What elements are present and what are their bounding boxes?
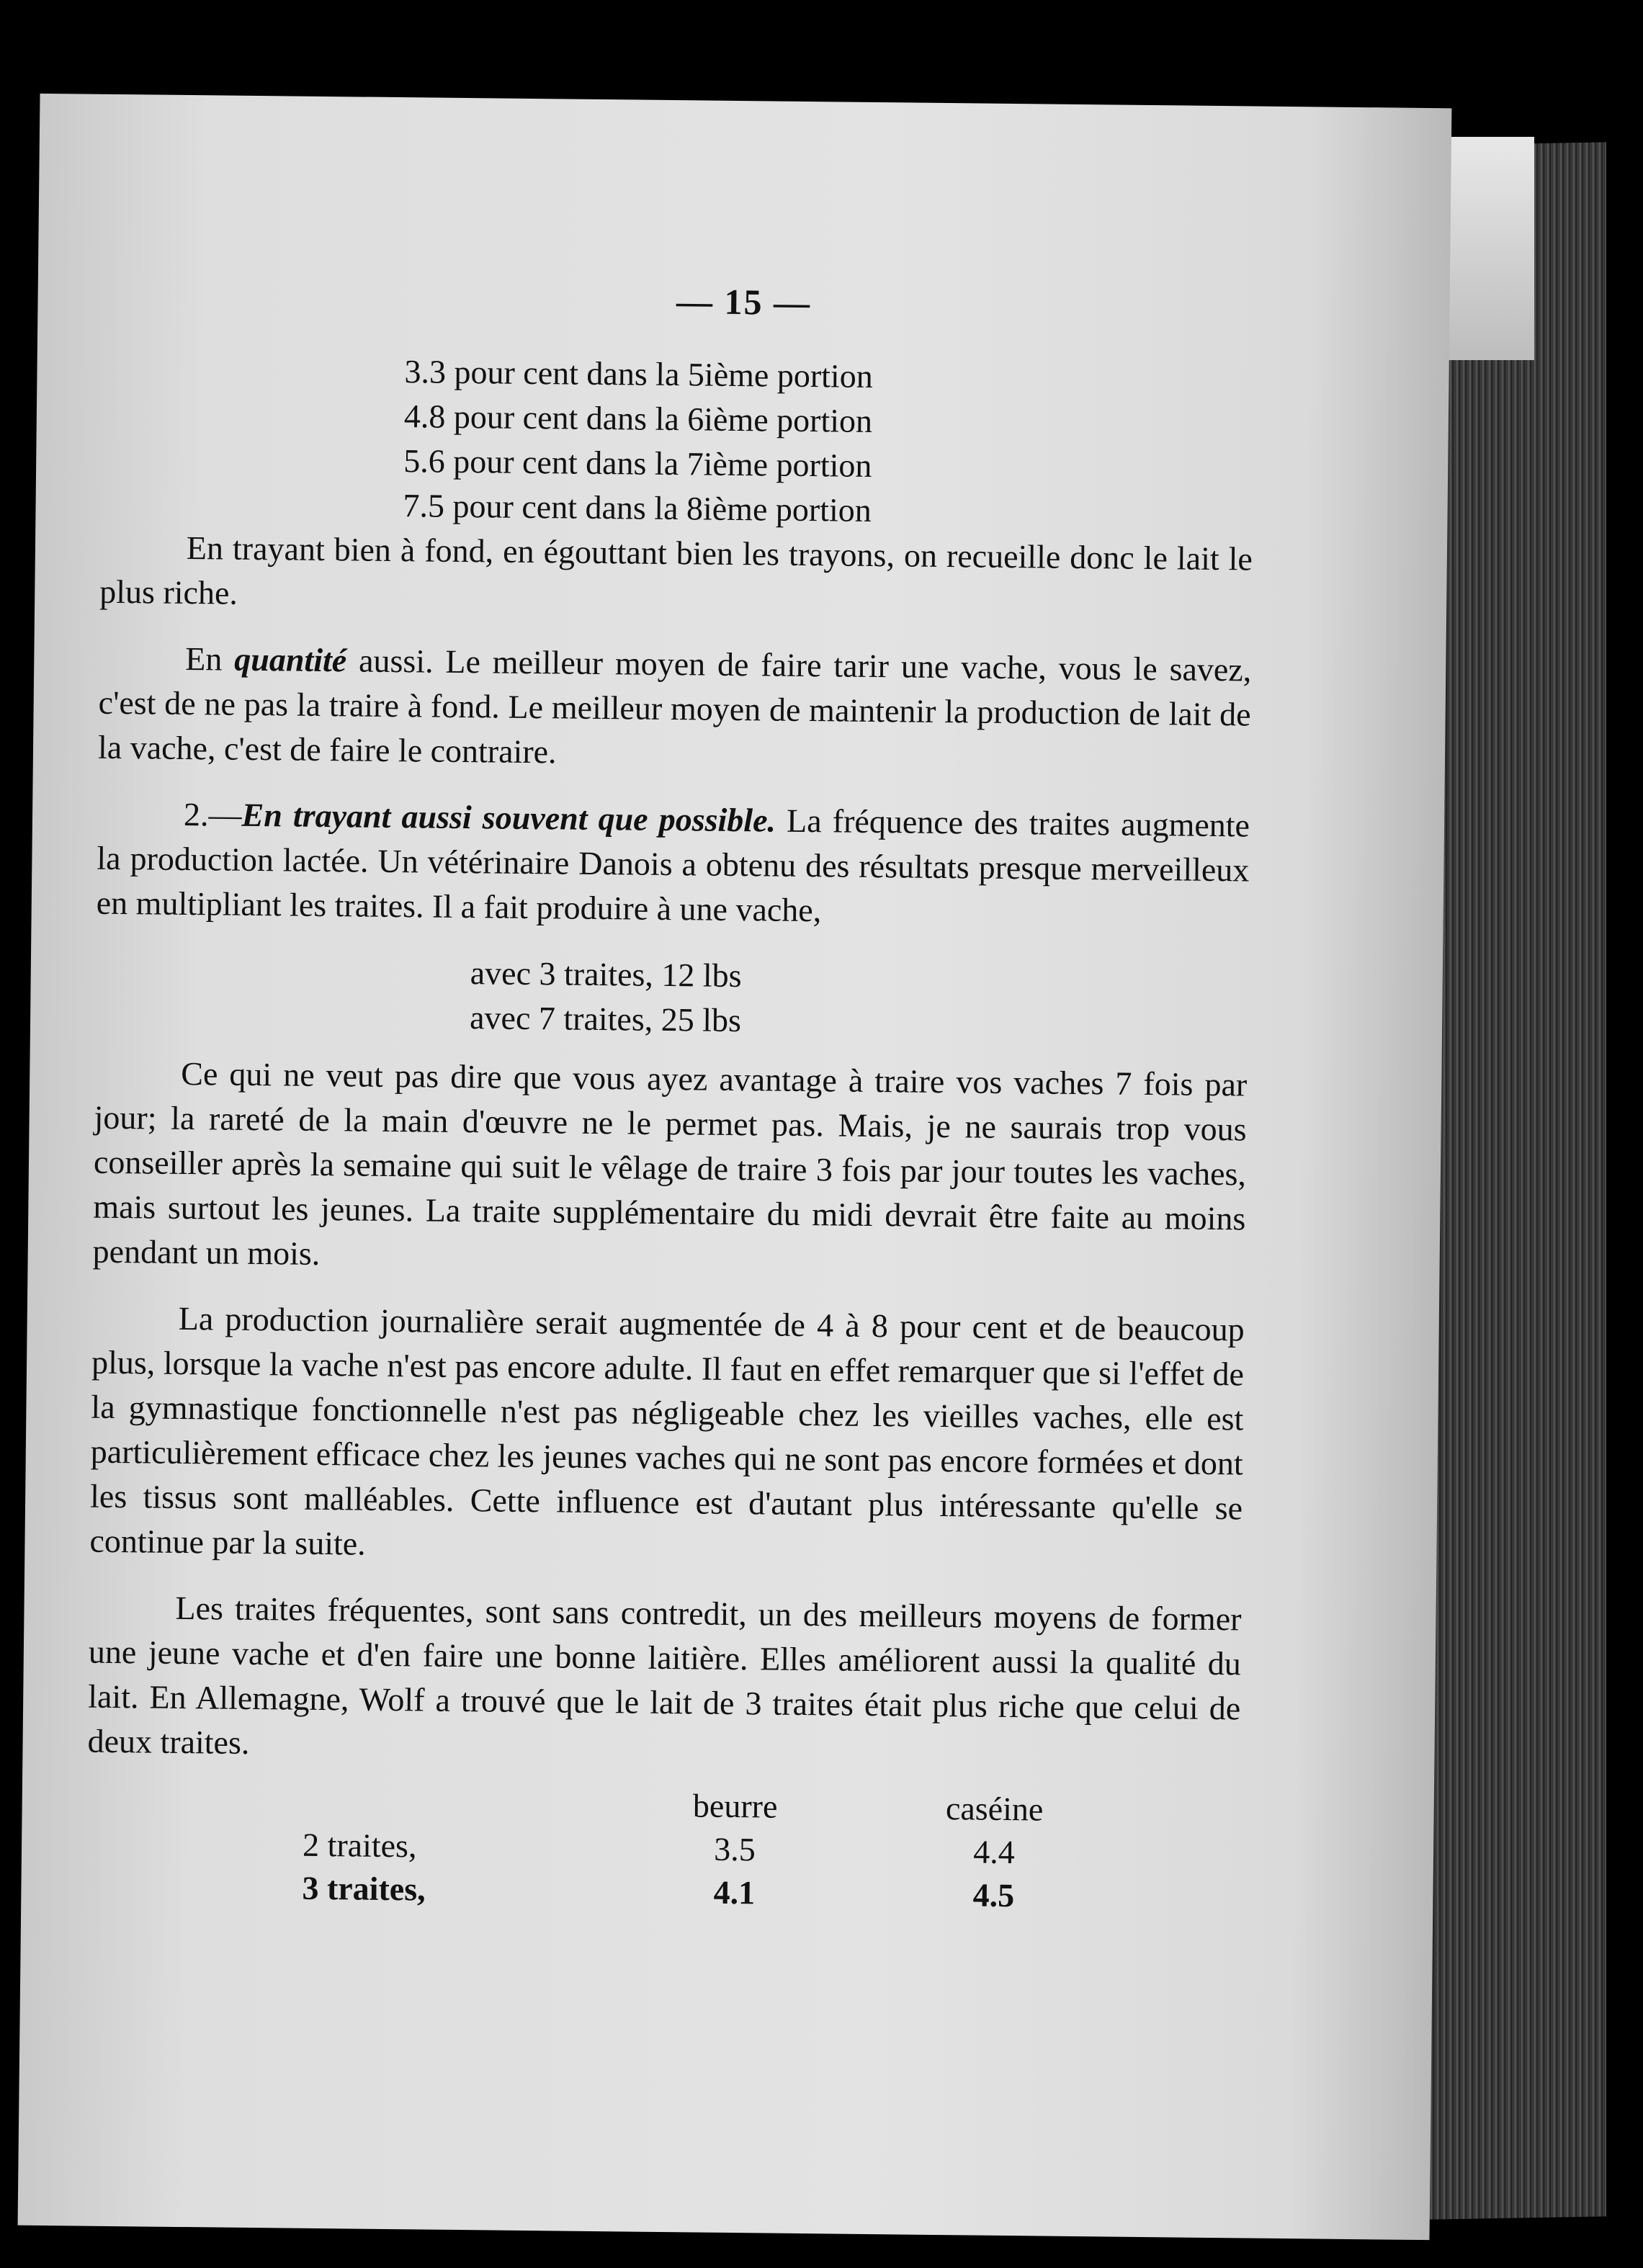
milk-composition-table	[302, 1780, 1124, 1919]
table-header-empty	[303, 1780, 606, 1826]
paragraph-5: La production journalière serait augmentée de 4 à 8 pour cent et de beaucoup plus, lorsque la vache n'est pas encore adulte. Il faut en effet remarquer que si l'effet de la gymnastique fonctionnelle n'est pas négligeable chez les vieilles vaches, elle est particulièrement efficace chez les jeunes vaches qui ne sont pas encore formées et dont les tissus sont malléables. Cette influence est d'autant plus intéressante qu'elle se continue par la suite.	[89, 1299, 1245, 1562]
paragraph-4: Ce qui ne veut pas dire que vous ayez avantage à traire vos vaches 7 fois par jour; la rareté de la main d'œuvre ne le permet pas. Mais, je ne saurais trop vous conseiller après la semaine qui suit le vêlage de traire 3 fois par jour toutes les vaches, mais surtout les jeunes. La traite supplémentaire du midi devrait être faite au moins pendant un mois.	[92, 1054, 1248, 1272]
book-page	[18, 94, 1452, 2240]
table-header-caseine: caséine	[945, 1790, 1044, 1828]
row-label: 2 traites,	[302, 1826, 417, 1865]
portion-line: 7.5 pour cent dans la 8ième portion	[403, 487, 872, 529]
portion-line: 4.8 pour cent dans la 6ième portion	[403, 398, 873, 439]
traites-results	[470, 951, 1248, 1048]
traites-line: avec 3 traites, 12 lbs	[470, 954, 742, 995]
beurre-value: 4.1	[713, 1873, 756, 1911]
p2-emphasis: quantité	[234, 640, 347, 679]
paragraph-2	[98, 636, 1252, 782]
p3-emphasis: En trayant aussi souvent que possible.	[241, 796, 776, 839]
portion-list	[403, 349, 1255, 537]
page-body	[86, 346, 1255, 1920]
p3-rest: La fréquence des traites augmente la production lactée. Un vétérinaire Danois a obtenu des résultats presque merveilleux en multipliant les traites. Il a fait produire à une vache,	[96, 802, 1250, 929]
p3-number: 2.—	[183, 795, 242, 833]
caseine-value: 4.5	[972, 1876, 1015, 1914]
paragraph-3	[96, 792, 1250, 938]
paragraph-6: Les traites fréquentes, sont sans contredit, un des meilleurs moyens de former une jeune vache et d'en faire une bonne laitière. Elles améliorent aussi la qualité du lait. En Allemagne, Wolf a trouvé que le lait de 3 traites était plus riche que celui de deux traites.	[87, 1589, 1242, 1761]
traites-line: avec 7 traites, 25 lbs	[469, 999, 742, 1039]
page-number: — 15 —	[676, 281, 812, 323]
paragraph-1: En trayant bien à fond, en égouttant bien les trayons, on recueille donc le lait le plus riche.	[99, 529, 1253, 611]
p2-start: En	[185, 640, 235, 678]
portion-line: 3.3 pour cent dans la 5ième portion	[404, 353, 874, 395]
beurre-value: 3.5	[714, 1830, 756, 1868]
p2-rest: aussi. Le meilleur moyen de faire tarir une vache, vous le savez, c'est de ne pas la traire à fond. Le meilleur moyen de maintenir la production de lait de la vache, c'est de faire le contraire.	[97, 642, 1252, 771]
caseine-value: 4.4	[973, 1833, 1016, 1871]
portion-line: 5.6 pour cent dans la 7ième portion	[403, 442, 872, 484]
table-row	[302, 1867, 1124, 1919]
table-header-beurre: beurre	[692, 1787, 778, 1825]
row-label: 3 traites,	[302, 1869, 426, 1908]
